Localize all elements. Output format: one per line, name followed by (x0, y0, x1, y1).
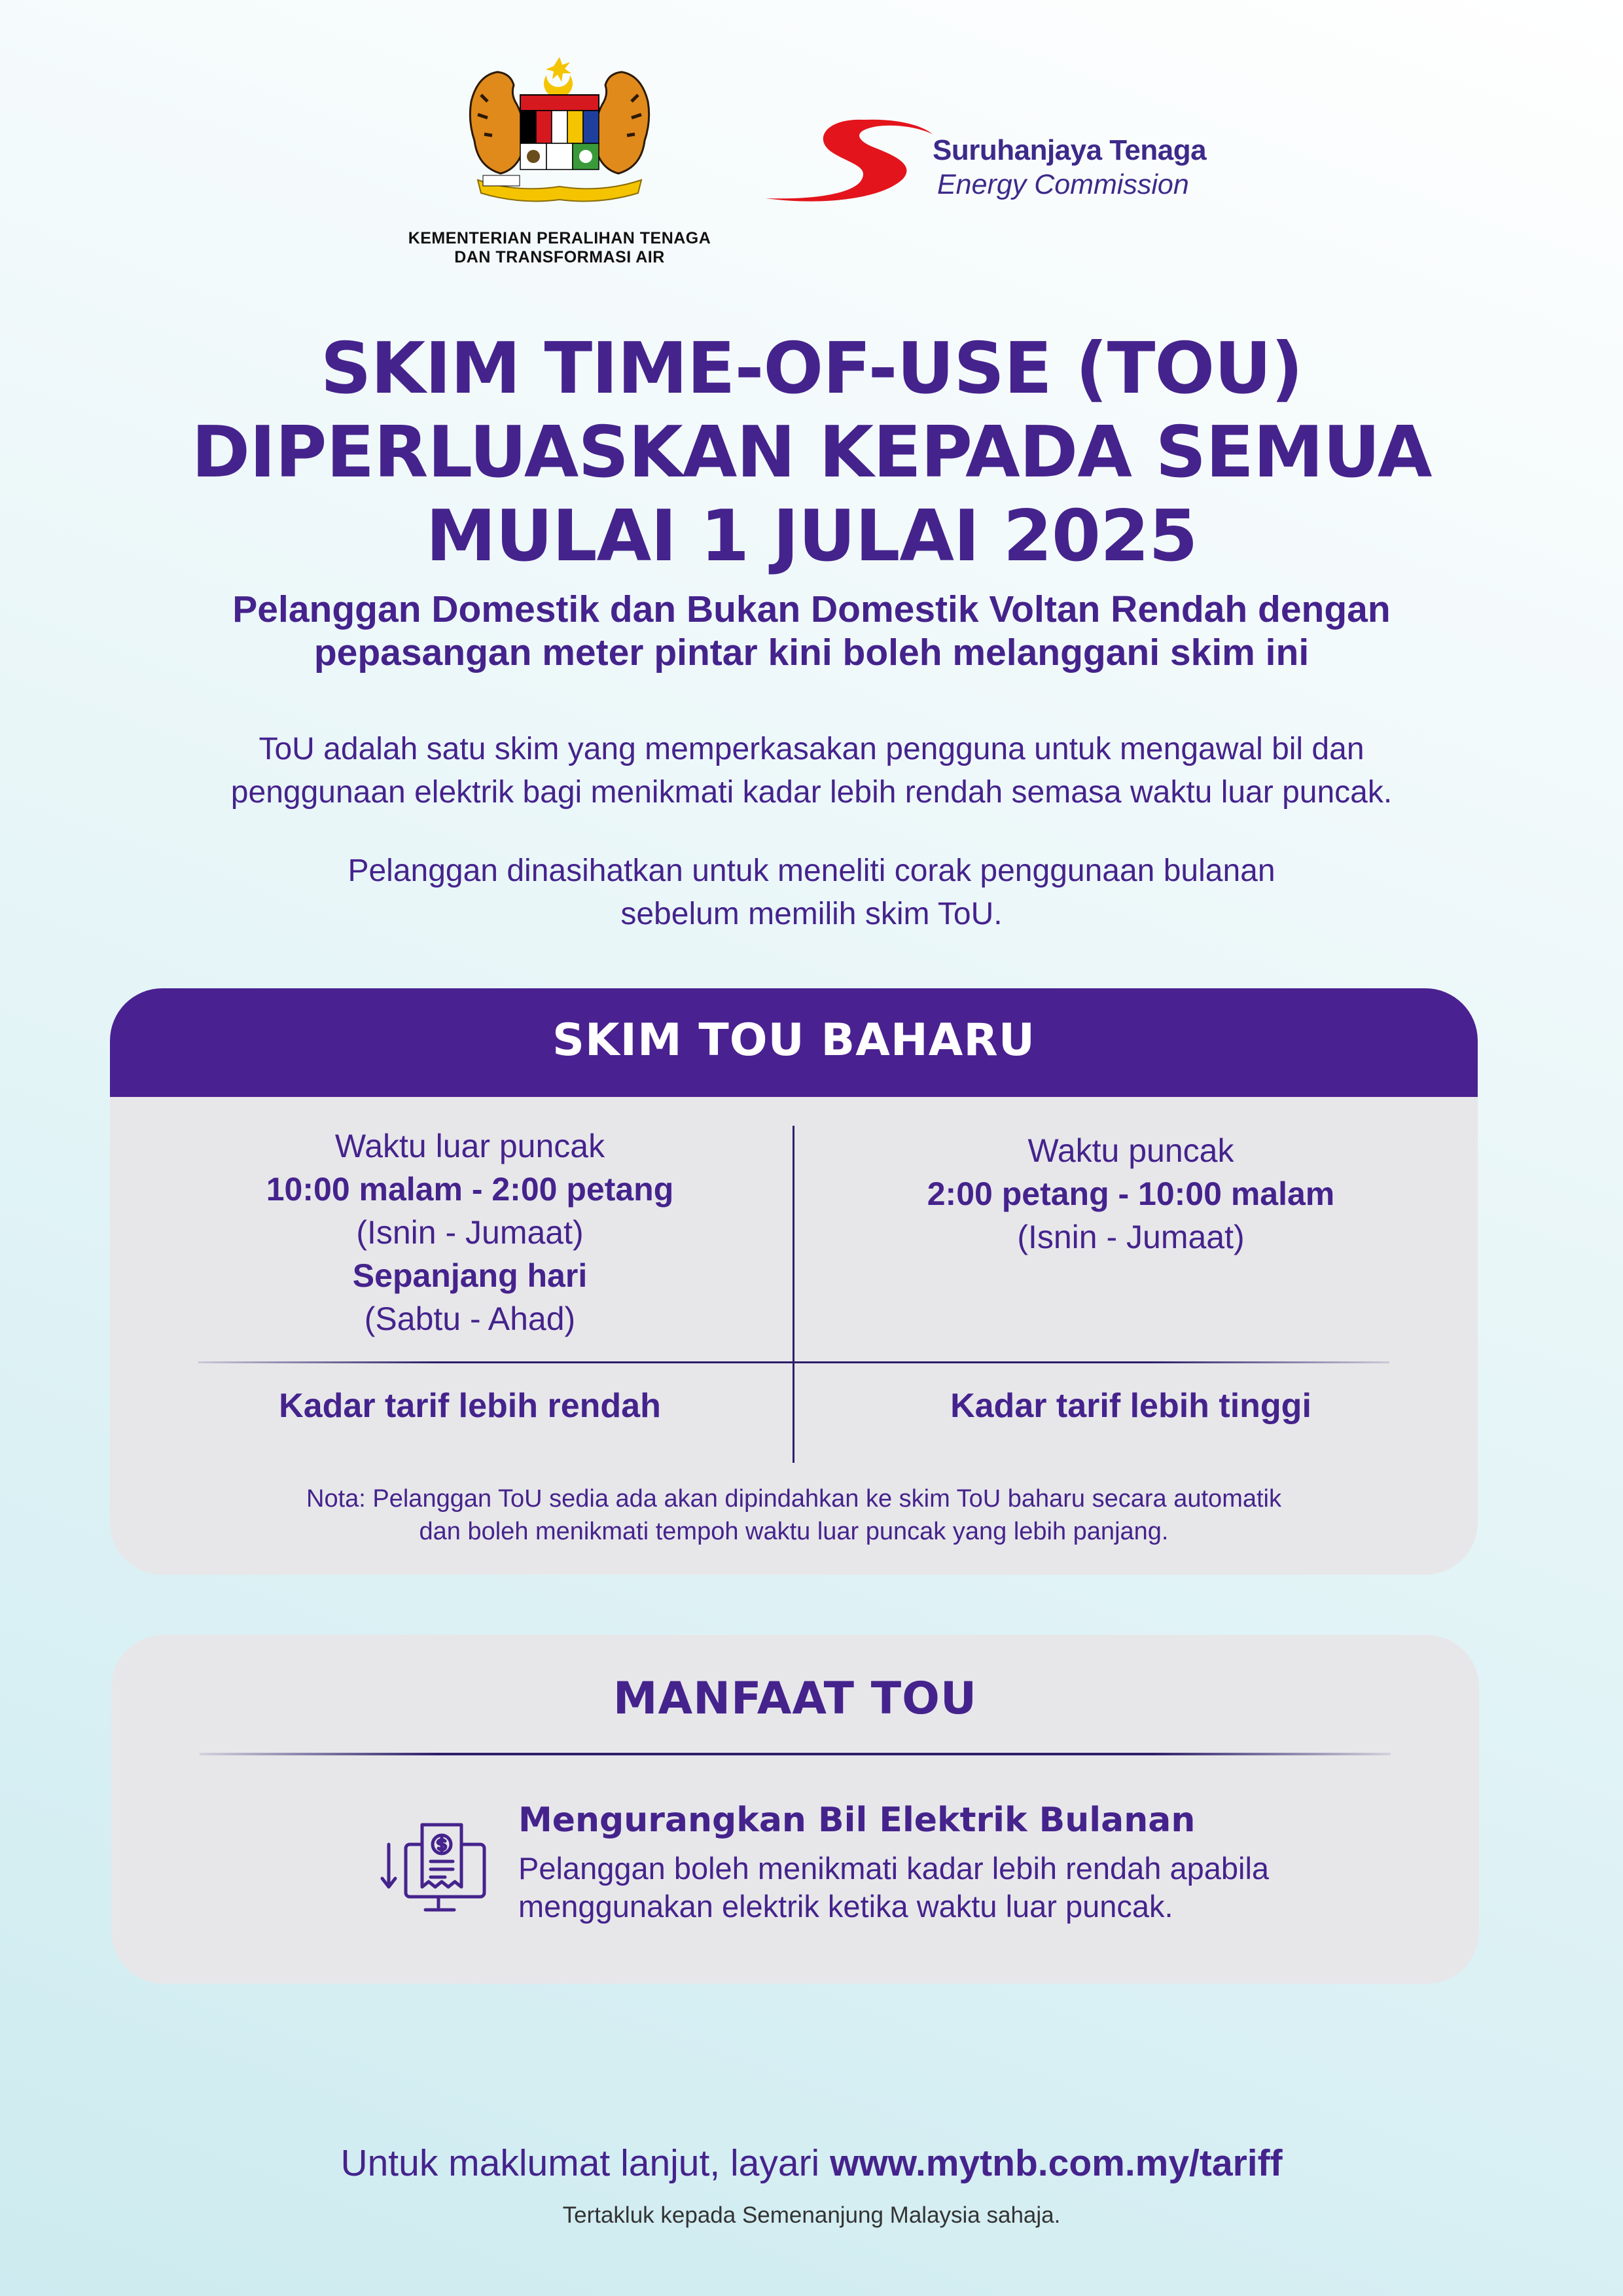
title-line-1: SKIM TIME-OF-USE (TOU) (320, 328, 1303, 410)
footer-fineprint: Tertakluk kepada Semenanjung Malaysia sahaja. (562, 2202, 1061, 2228)
benefit-item-title: Mengurangkan Bil Elektrik Bulanan (518, 1801, 1196, 1840)
title-line-3: MULAI 1 JULAI 2025 (425, 495, 1198, 577)
scheme-card-header (110, 988, 1478, 1097)
footer-info (65, 2142, 1558, 2185)
off-peak-rate: Kadar tarif lebih rendah (279, 1387, 661, 1425)
ministry-line-1: KEMENTERIAN PERALIHAN TENAGA (408, 229, 711, 247)
intro-p2-line-1: Pelanggan dinasihatkan untuk meneliti corak penggunaan bulanan (348, 853, 1275, 888)
commission-name-en: Energy Commission (937, 169, 1189, 200)
intro-p1-line-1: ToU adalah satu skim yang memperkasakan pengguna untuk mengawal bil dan (259, 732, 1364, 766)
peak-hours: 2:00 petang - 10:00 malam (927, 1175, 1335, 1212)
intro-p2-line-2: sebelum memilih skim ToU. (620, 897, 1003, 931)
ministry-line-2: DAN TRANSFORMASI AIR (454, 248, 665, 266)
note-line-2: dan boleh menikmati tempoh waktu luar puncak yang lebih panjang. (419, 1518, 1169, 1545)
off-peak-label: Waktu luar puncak (334, 1128, 605, 1164)
peak-label: Waktu puncak (1027, 1132, 1234, 1169)
off-peak-weekend-hours: Sepanjang hari (352, 1257, 588, 1294)
footer-prefix: Untuk maklumat lanjut, layari (340, 2142, 830, 2184)
off-peak-weekday-days: (Isnin - Jumaat) (356, 1214, 584, 1251)
benefits-title: MANFAAT TOU (613, 1673, 978, 1725)
bill-reduction-icon (380, 1818, 491, 1916)
intro-paragraph-1 (131, 728, 1492, 814)
subtitle-line-1: Pelanggan Domestik dan Bukan Domestik Voltan Rendah dengan (232, 588, 1391, 630)
tariff-link[interactable]: www.mytnb.com.my/tariff (830, 2142, 1283, 2184)
peak-column (804, 1129, 1458, 1259)
off-peak-weekday-hours: 10:00 malam - 2:00 petang (266, 1171, 674, 1208)
scheme-card-title: SKIM TOU BAHARU (552, 1014, 1035, 1066)
title-line-2: DIPERLUASKAN KEPADA SEMUA (191, 412, 1432, 493)
row-divider (198, 1361, 1389, 1363)
note-line-1: Nota: Pelanggan ToU sedia ada akan dipindahkan ke skim ToU baharu secara automatik (306, 1485, 1281, 1513)
intro-p1-line-2: penggunaan elektrik bagi menikmati kadar lebih rendah semasa waktu luar puncak. (230, 775, 1393, 810)
benefit-text-line-1: Pelanggan boleh menikmati kadar lebih rendah apabila (518, 1851, 1270, 1886)
intro-paragraph-2 (131, 850, 1492, 936)
ministry-name (366, 229, 753, 267)
off-peak-weekend-days: (Sabtu - Ahad) (364, 1300, 576, 1337)
commission-name: Suruhanjaya Tenaga (933, 134, 1207, 166)
coat-of-arms-icon (458, 56, 661, 206)
scheme-note (175, 1482, 1412, 1548)
subtitle-line-2: pepasangan meter pintar kini boleh melanggani skim ini (313, 632, 1310, 673)
benefits-card (111, 1635, 1479, 1984)
benefit-item-text (518, 1850, 1269, 1926)
benefit-text-line-2: menggunakan elektrik ketika waktu luar puncak. (518, 1889, 1173, 1924)
peak-days: (Isnin - Jumaat) (1017, 1219, 1245, 1255)
peak-rate: Kadar tarif lebih tinggi (950, 1387, 1311, 1425)
page-title (65, 327, 1558, 579)
subtitle (98, 588, 1525, 674)
off-peak-column (143, 1124, 797, 1340)
benefits-divider (200, 1753, 1391, 1755)
scheme-card (110, 988, 1478, 1575)
